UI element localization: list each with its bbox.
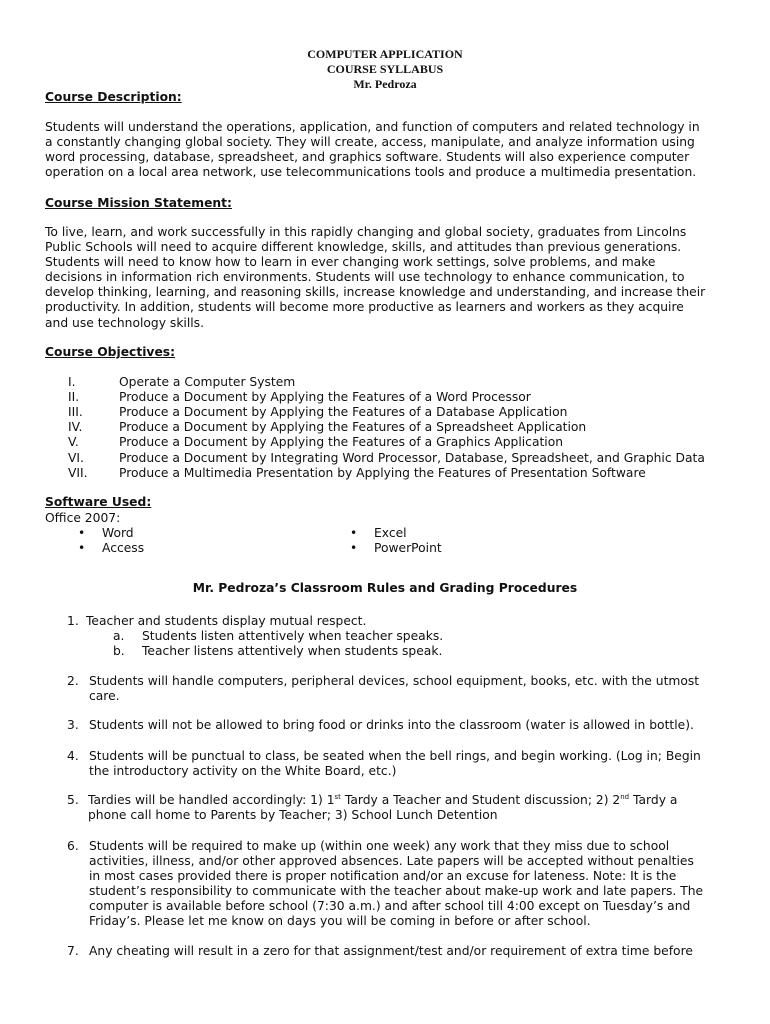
objective-number: VI. (68, 451, 84, 465)
course-description-text (45, 120, 735, 180)
software-suite: Office 2007: (45, 511, 121, 525)
text-line: decisions in information rich environments. Students will use technology to enhance communication, to (45, 270, 685, 285)
text-line: Students will need to know how to learn in ever changing work settings, solve problems, and make (45, 255, 656, 270)
rule-number: 3. (67, 718, 79, 732)
text-part: Tardies will be handled accordingly: 1) 1 (88, 793, 335, 807)
objective-number: IV. (68, 420, 83, 434)
software-item: PowerPoint (374, 541, 442, 555)
text-line: activities, illness, and/or other approved absences. Late papers will be accepted without penalties (89, 854, 694, 869)
text-line: in most cases provided there is proper notification and/or an excuse for lateness. Note: It is the (89, 869, 677, 884)
software-item: Excel (374, 526, 407, 540)
objectives-heading: Course Objectives: (45, 345, 176, 359)
sub-label: a. (113, 629, 125, 643)
text-line: To live, learn, and work successfully in this rapidly changing and global society, graduates from Lincolns (45, 225, 687, 239)
rule-number: 6. (67, 839, 79, 853)
text-line: the introductory activity on the White Board, etc.) (89, 764, 397, 779)
objective-number: I. (68, 375, 76, 389)
bullet-icon: • (78, 526, 86, 540)
text-line: Public Schools will need to acquire different knowledge, skills, and attitudes than previous generations. (45, 240, 682, 255)
objective-text: Produce a Multimedia Presentation by Applying the Features of Presentation Software (119, 466, 646, 480)
superscript: nd (620, 793, 630, 801)
rule-text (89, 718, 739, 733)
text-part: Tardy a Teacher and Student discussion; 2) 2 (340, 793, 621, 807)
rule-text (89, 674, 739, 704)
objective-number: III. (68, 405, 83, 419)
objective-number: V. (68, 435, 79, 449)
rules-title: Mr. Pedroza’s Classroom Rules and Grading Procedures (192, 581, 578, 595)
text-line: Students will understand the operations, application, and function of computers and related technology in (45, 120, 700, 134)
text-line: productivity. In addition, students will become more productive as learners and workers as they acquire (45, 300, 684, 315)
rule-text (89, 749, 739, 779)
sub-label: b. (113, 644, 125, 658)
software-item: Word (102, 526, 134, 540)
rule-number: 5. (67, 793, 79, 807)
rule-text: Teacher and students display mutual respect. (86, 614, 367, 628)
objective-text: Produce a Document by Applying the Features of a Database Application (119, 405, 568, 419)
software-heading: Software Used: (45, 495, 152, 509)
text-line (88, 793, 738, 808)
objective-text: Produce a Document by Applying the Features of a Spreadsheet Application (119, 420, 587, 434)
text-line: Friday’s. Please let me know on days you will be coming in before or after school. (89, 914, 591, 929)
sub-text: Students listen attentively when teacher speaks. (142, 629, 444, 643)
text-part: Tardy a (629, 793, 678, 807)
mission-heading: Course Mission Statement: (45, 196, 232, 210)
text-line: student’s responsibility to communicate with the teacher about make-up work and late papers. The (89, 884, 704, 899)
doc-author: Mr. Pedroza (353, 77, 417, 91)
text-line: develop thinking, learning, and reasoning skills, increase knowledge and understanding, and increase their (45, 285, 706, 300)
text-line: Students will be required to make up (within one week) any work that they miss due to school (89, 839, 670, 853)
rule-text (89, 839, 739, 930)
rule-number: 2. (67, 674, 79, 688)
rule-number: 1. (67, 614, 79, 628)
doc-subtitle: COURSE SYLLABUS (326, 62, 444, 76)
sub-text: Teacher listens attentively when students speak. (142, 644, 443, 658)
text-line: a constantly changing global society. They will create, access, manipulate, and analyze information using (45, 135, 695, 150)
objective-text: Produce a Document by Integrating Word Processor, Database, Spreadsheet, and Graphic Data (119, 451, 705, 465)
bullet-icon: • (350, 526, 358, 540)
objective-text: Operate a Computer System (119, 375, 296, 389)
text-line: care. (89, 689, 120, 704)
objective-text: Produce a Document by Applying the Features of a Graphics Application (119, 435, 564, 449)
objective-text: Produce a Document by Applying the Features of a Word Processor (119, 390, 531, 404)
rule-number: 7. (67, 944, 79, 958)
rule-text (88, 793, 738, 823)
superscript: st (334, 793, 341, 801)
doc-title: COMPUTER APPLICATION (307, 47, 463, 61)
text-line: phone call home to Parents by Teacher; 3) School Lunch Detention (88, 808, 498, 823)
mission-text (45, 225, 735, 331)
text-line: operation on a local area network, use telecommunications tools and produce a multimedia presentation. (45, 165, 697, 180)
rule-number: 4. (67, 749, 79, 763)
text-line: Students will handle computers, peripheral devices, school equipment, books, etc. with the utmost (89, 674, 700, 688)
text-line: Students will be punctual to class, be seated when the bell rings, and begin working. (Log in; Begin (89, 749, 701, 763)
text-line: Students will not be allowed to bring food or drinks into the classroom (water is allowed in bottle). (89, 718, 694, 732)
text-line: word processing, database, spreadsheet, and graphics software. Students will also experience computer (45, 150, 690, 165)
rule-text (89, 944, 739, 959)
text-line: Any cheating will result in a zero for that assignment/test and/or requirement of extra time before (89, 944, 693, 958)
bullet-icon: • (78, 541, 86, 555)
bullet-icon: • (350, 541, 358, 555)
objective-number: II. (68, 390, 80, 404)
software-item: Access (102, 541, 145, 555)
text-line: computer is available before school (7:30 a.m.) and after school till 4:00 except on Tuesday’s and (89, 899, 691, 914)
text-line: and use technology skills. (45, 315, 205, 330)
course-description-heading: Course Description: (45, 90, 182, 104)
objective-number: VII. (68, 466, 88, 480)
